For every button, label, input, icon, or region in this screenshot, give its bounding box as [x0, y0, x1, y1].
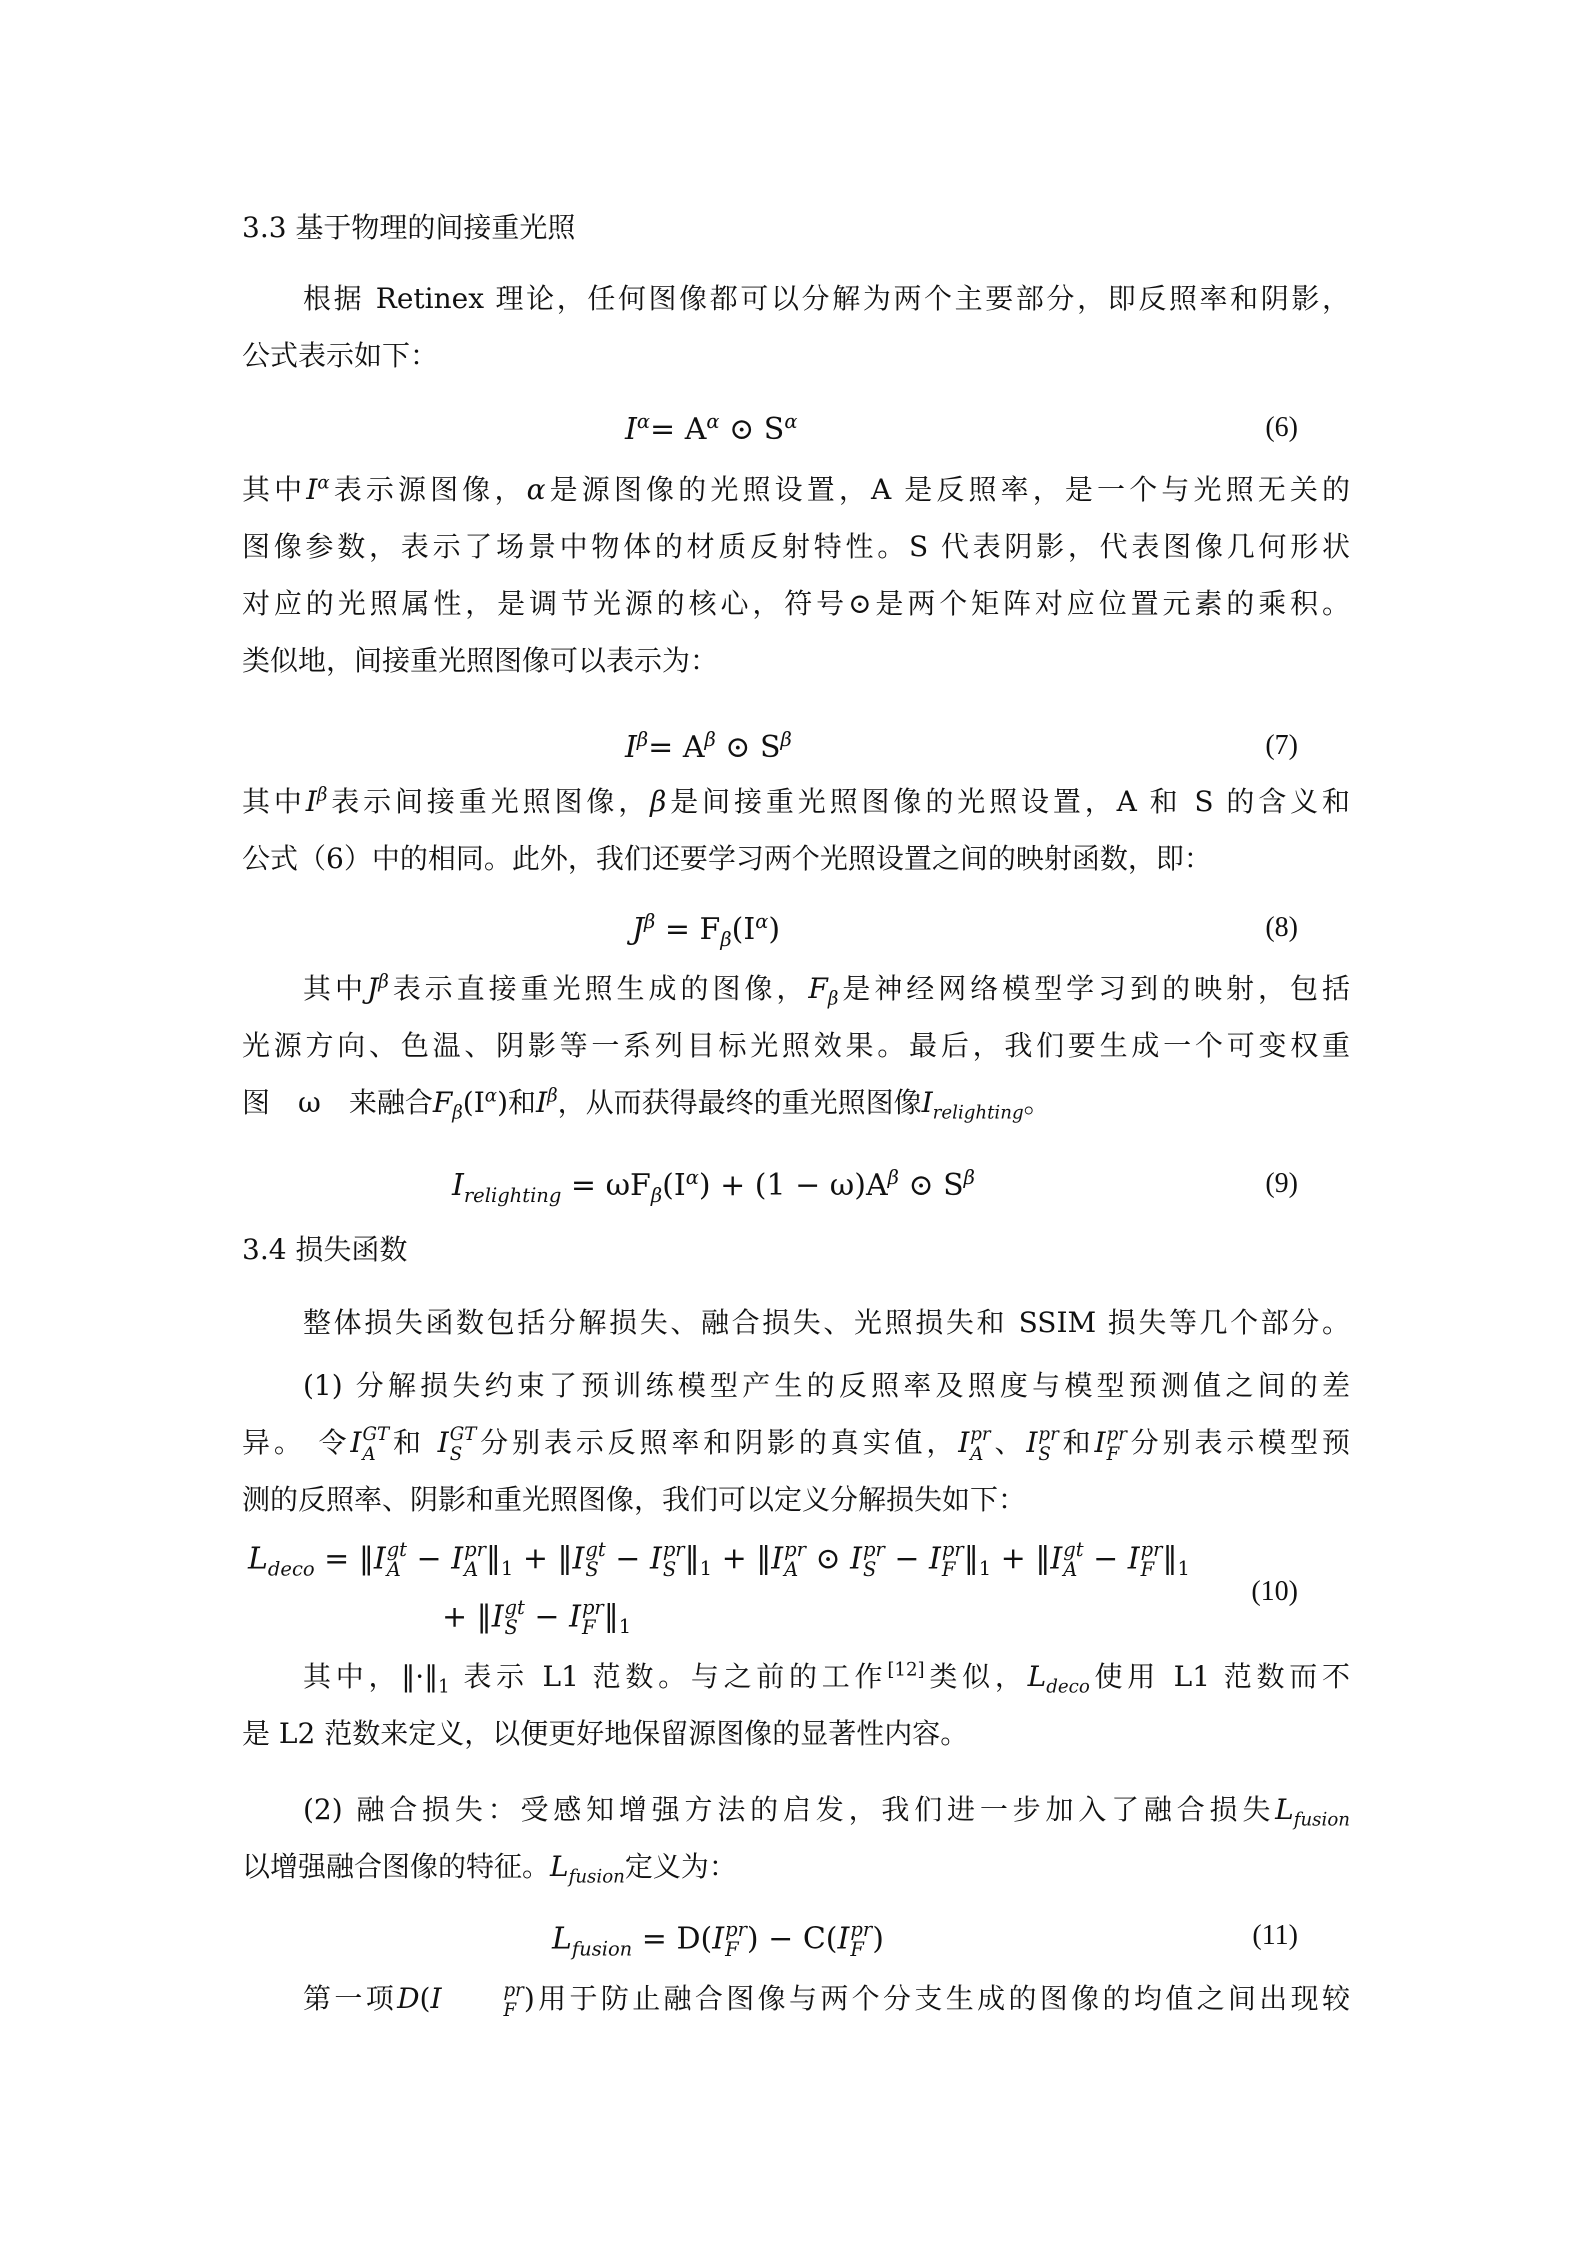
text-line: 对应的光照属性，是调节光源的核心，符号⊙是两个矩阵对应位置元素的乘积。 — [242, 587, 1350, 620]
text-line: 其中$I^\alpha$表示源图像，α是源图像的光照设置，A 是反照率，是一个与光照无关的 — [242, 472, 1350, 506]
equation-body: $I^\alpha= A^\alpha$ ⊙ $S^\alpha$ — [625, 410, 798, 447]
paragraph-l1-norm — [242, 1648, 1350, 1762]
text-line: 其中$J^\beta$表示直接重光照生成的图像，$F_\beta$是神经网络模型学习到的映射，包括 — [303, 971, 1350, 1010]
equation-body: $I_{relighting} = \omega F_\beta(I^\alpha) + (1 - \omega)A^\beta$ ⊙ $S^\beta$ — [452, 1166, 975, 1207]
paragraph-indirect — [242, 773, 1350, 887]
text-line: (2) 融合损失：受感知增强方法的启发，我们进一步加入了融合损失$L_{fusion}$ — [303, 1793, 1350, 1831]
text-line: 异。 令I GT A 和 I GT S 分别表示反照率和阴影的真实值，I pr A 、I pr S 和I pr F 分别表示模型预 — [242, 1424, 1350, 1465]
equation-body-line-2: + ‖I gt S − I pr F $‖_1$ — [442, 1596, 632, 1640]
text-line: 测的反照率、阴影和重光照图像，我们可以定义分解损失如下： — [242, 1483, 1027, 1516]
equation-number: (10) — [1251, 1576, 1298, 1607]
equation-body: $L_{fusion} = D(I$ pr F ) − C(I pr F ) — [552, 1918, 884, 1962]
paragraph-retinex — [242, 270, 1350, 384]
equation-body: $I^\beta= A^\beta$ ⊙ $S^\beta$ — [625, 728, 792, 765]
paragraph-decomposition — [242, 1357, 1350, 1528]
text-line: 光源方向、色温、阴影等一系列目标光照效果。最后，我们要生成一个可变权重 — [242, 1029, 1350, 1062]
paragraph-direct — [242, 960, 1350, 1131]
text-line: 公式（6）中的相同。此外，我们还要学习两个光照设置之间的映射函数，即： — [242, 842, 1212, 875]
equation-10 — [242, 1540, 1350, 1660]
equation-number: (11) — [1252, 1920, 1298, 1951]
equation-body: $L_{deco}$ = ‖I gt A − I pr A $‖_1$ + ‖I gt S − I pr S $‖_1$ + ‖I pr A ⊙ I pr S − I pr F $‖_1$ + ‖I gt A − I pr F $‖_1$ — [248, 1538, 1190, 1582]
text-line: 类似地，间接重光照图像可以表示为： — [242, 644, 719, 677]
text-line: (1) 分解损失约束了预训练模型产生的反照率及照度与模型预测值之间的差 — [303, 1369, 1350, 1402]
paragraph-first-term — [242, 1970, 1350, 2027]
text-line: 图 ω 来融合$F_\beta(I^\alpha)$和$I^\beta$，从而获得最终的重光照图像$I_{relighting}$。 — [242, 1085, 1052, 1124]
text-line: 公式表示如下： — [242, 339, 439, 372]
equation-number: (8) — [1265, 912, 1298, 943]
equation-number: (6) — [1265, 412, 1298, 443]
text-line: 其中，$‖\cdot‖_1$ 表示 L1 范数。与之前的工作[12]类似，$L_{deco}$使用 L1 范数而不 — [303, 1659, 1350, 1698]
equation-number: (9) — [1265, 1168, 1298, 1199]
section-heading-3-3: 3.3 基于物理的间接重光照 — [242, 211, 576, 244]
equation-number: (7) — [1265, 730, 1298, 761]
text-line: 其中$I^\beta$表示间接重光照图像，β是间接重光照图像的光照设置，A 和 S 的含义和 — [242, 784, 1350, 818]
text-line: 根据 Retinex 理论，任何图像都可以分解为两个主要部分，即反照率和阴影， — [303, 282, 1350, 315]
paragraph-fusion — [242, 1781, 1350, 1895]
text-line: 第一项D(I pr F )用于防止融合图像与两个分支生成的图像的均值之间出现较 — [303, 1980, 1350, 2021]
section-heading-3-4: 3.4 损失函数 — [242, 1233, 408, 1266]
text-line: 整体损失函数包括分解损失、融合损失、光照损失和 SSIM 损失等几个部分。 — [303, 1306, 1350, 1339]
paragraph-albedo — [242, 461, 1350, 689]
paragraph-loss-overview — [242, 1294, 1350, 1351]
equation-9 — [242, 1168, 1350, 1228]
equation-body: $J^\beta = F_\beta(I^\alpha)$ — [632, 910, 781, 951]
text-line: 是 L2 范数来定义，以便更好地保留源图像的显著性内容。 — [242, 1717, 969, 1750]
text-line: 图像参数，表示了场景中物体的材质反射特性。S 代表阴影，代表图像几何形状 — [242, 530, 1350, 563]
text-line: 以增强融合图像的特征。$L_{fusion}$定义为： — [242, 1850, 737, 1888]
